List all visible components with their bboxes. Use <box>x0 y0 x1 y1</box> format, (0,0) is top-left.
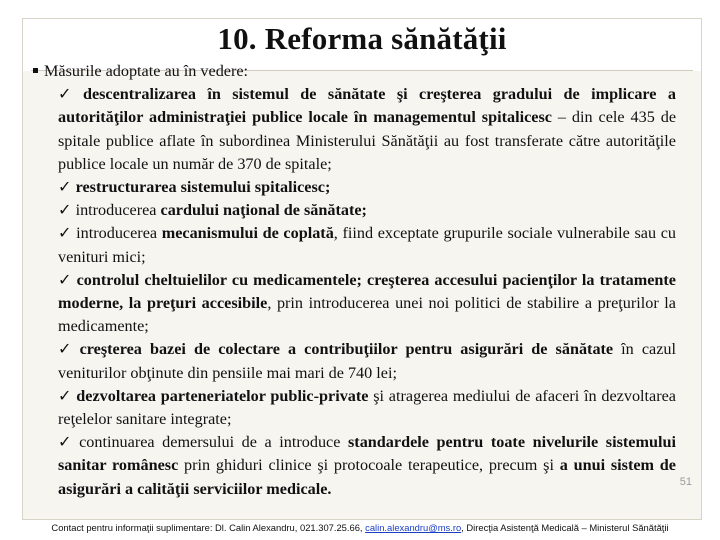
list-item <box>46 176 676 199</box>
item-bold: descentralizarea în sistemul de sănătate şi creşterea gradului de implicare a autorităţilor administraţiei publice locale în managementul spitalicesc <box>58 85 676 127</box>
item-bold: restructurarea sistemului spitalicesc; <box>75 178 331 197</box>
list-item <box>46 385 676 431</box>
item-bold: controlul cheltuielilor cu medicamentele; creşterea accesului pacienţilor la tratamente moderne, la preţuri accesibile <box>58 270 676 313</box>
item-text: în cazul veniturilor obţinute din pensiile mai mari de 740 lei; <box>58 340 676 382</box>
check-icon: ✓ <box>58 224 73 243</box>
slide-title: 10. Reforma sănătăţii <box>217 21 507 56</box>
item-text: continuarea demersului de a introduce <box>79 433 348 452</box>
slide-number: 51 <box>679 476 692 488</box>
check-icon: ✓ <box>58 433 76 452</box>
slide-content <box>46 60 676 501</box>
lead-text <box>46 60 676 83</box>
list-item <box>46 431 676 501</box>
item-text: , prin introducerea unei noi politici de stabilire a preţurilor la medicamente; <box>58 294 676 336</box>
check-icon: ✓ <box>58 201 72 220</box>
check-icon: ✓ <box>58 178 72 197</box>
item-bold: creşterea bazei de colectare a contribuţiilor pentru asigurări de sănătate <box>79 340 614 359</box>
item-text: introducerea <box>76 224 162 243</box>
list-item <box>46 269 676 339</box>
check-icon: ✓ <box>58 85 79 104</box>
list-item <box>46 338 676 384</box>
item-bold: dezvoltarea parteneriatelor public-private <box>76 386 369 405</box>
list-item <box>46 222 676 268</box>
item-bold: standardele pentru toate nivelurile sistemului sanitar românesc <box>58 433 676 475</box>
footer-prefix: Contact pentru informaţii suplimentare: Dl. Calin Alexandru, 021.307.25.66, <box>51 522 366 533</box>
item-bold: a unui sistem de asigurări a calităţii serviciilor medicale. <box>58 456 676 498</box>
lead-label: Măsurile adoptate au în vedere: <box>44 62 249 80</box>
check-icon: ✓ <box>58 340 76 359</box>
item-text: , fiind exceptate grupurile sociale vulnerabile sau cu venituri mici; <box>58 224 676 266</box>
item-text: – din cele 435 de spitale publice aflate în subordinea Ministerului Sănătăţii au fost transferate către autorităţile publice locale un număr de 370 de spitale; <box>58 108 677 173</box>
item-bold: cardului naţional de sănătate; <box>160 201 367 220</box>
list-item <box>46 199 676 222</box>
item-text: prin ghiduri clinice şi protocoale terapeutice, precum şi <box>178 456 560 475</box>
list-item <box>46 83 676 176</box>
item-bold: mecanismului de coplată <box>161 224 334 243</box>
footer-email-link[interactable]: calin.alexandru@ms.ro <box>365 522 462 533</box>
check-icon: ✓ <box>58 270 73 289</box>
item-text: şi atragerea mediului de afaceri în dezvoltarea reţelelor sanitare integrate; <box>58 386 676 429</box>
footer-suffix: , Direcţia Asistenţă Medicală – Ministerul Sănătăţii <box>461 522 669 533</box>
square-bullet-icon <box>33 68 38 73</box>
footer-contact <box>0 522 720 533</box>
check-icon: ✓ <box>58 386 73 405</box>
item-text: introducerea <box>75 201 161 220</box>
